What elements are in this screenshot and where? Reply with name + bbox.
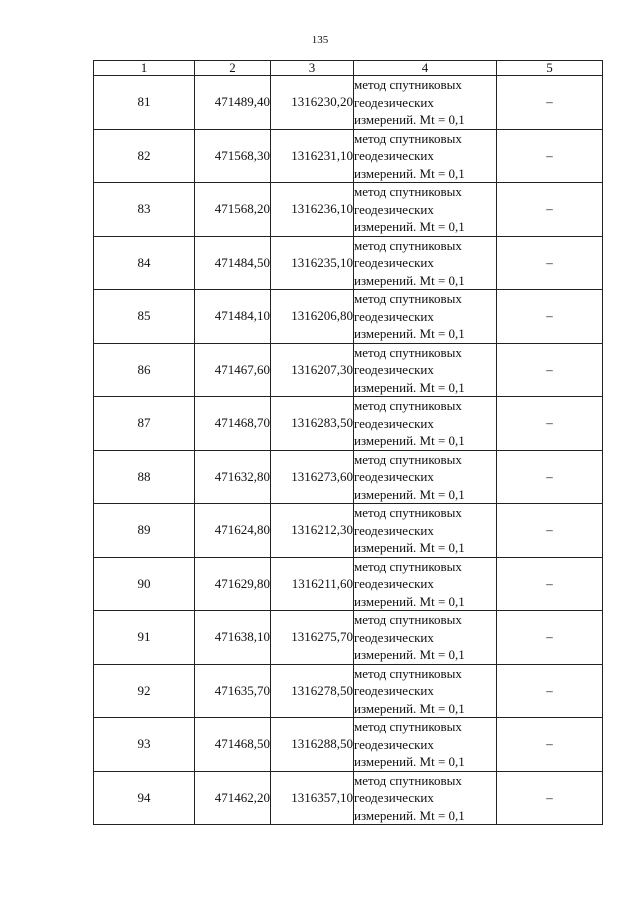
y-coordinate-cell: 1316235,10 bbox=[271, 236, 354, 290]
method-line: измерений. Mt = 0,1 bbox=[354, 112, 465, 127]
x-coordinate-cell: 471638,10 bbox=[195, 611, 271, 665]
note-cell: – bbox=[497, 343, 603, 397]
x-coordinate-cell: 471468,70 bbox=[195, 397, 271, 451]
page-number: 135 bbox=[311, 34, 329, 46]
method-line: измерений. Mt = 0,1 bbox=[354, 807, 465, 823]
method-cell bbox=[354, 129, 497, 183]
x-coordinate-cell: 471484,50 bbox=[195, 236, 271, 290]
y-coordinate-cell: 1316206,80 bbox=[271, 290, 354, 344]
table-row bbox=[94, 76, 603, 130]
method-cell bbox=[354, 664, 497, 718]
point-number-cell: 86 bbox=[94, 343, 195, 397]
method-line: метод спутниковых bbox=[354, 772, 462, 788]
method-line: метод спутниковых bbox=[354, 130, 462, 146]
method-line: геодезических bbox=[354, 576, 434, 591]
note-cell: – bbox=[497, 129, 603, 183]
point-number-cell: 94 bbox=[94, 771, 195, 825]
method-line: метод спутниковых bbox=[354, 719, 462, 734]
method-line: измерений. Mt = 0,1 bbox=[354, 272, 465, 288]
method-cell bbox=[354, 290, 497, 344]
coordinates-table bbox=[93, 60, 603, 825]
point-number-cell: 87 bbox=[94, 397, 195, 451]
table-row bbox=[94, 397, 603, 451]
method-line: измерений. Mt = 0,1 bbox=[354, 540, 465, 555]
method-cell bbox=[354, 504, 497, 558]
y-coordinate-cell: 1316212,30 bbox=[271, 504, 354, 558]
note-cell: – bbox=[497, 290, 603, 344]
note-cell: – bbox=[497, 76, 603, 130]
point-number-cell: 82 bbox=[94, 129, 195, 183]
method-line: метод спутниковых bbox=[354, 505, 462, 520]
table-row bbox=[94, 129, 603, 183]
method-line: измерений. Mt = 0,1 bbox=[354, 700, 465, 716]
point-number-cell: 88 bbox=[94, 450, 195, 504]
table-row bbox=[94, 718, 603, 772]
note-cell: – bbox=[497, 397, 603, 451]
method-line: геодезических bbox=[354, 790, 434, 805]
point-number-cell: 85 bbox=[94, 290, 195, 344]
method-line: измерений. Mt = 0,1 bbox=[354, 486, 465, 502]
point-number-cell: 89 bbox=[94, 504, 195, 558]
method-line: геодезических bbox=[354, 201, 434, 217]
table-row bbox=[94, 236, 603, 290]
table-row bbox=[94, 664, 603, 718]
method-line: измерений. Mt = 0,1 bbox=[354, 593, 465, 609]
table-row bbox=[94, 504, 603, 558]
x-coordinate-cell: 471624,80 bbox=[195, 504, 271, 558]
table-row bbox=[94, 557, 603, 611]
table-row bbox=[94, 183, 603, 237]
method-line: геодезических bbox=[354, 362, 434, 377]
x-coordinate-cell: 471632,80 bbox=[195, 450, 271, 504]
method-cell bbox=[354, 397, 497, 451]
y-coordinate-cell: 1316357,10 bbox=[271, 771, 354, 825]
table-header-row bbox=[94, 61, 603, 76]
column-header-2: 2 bbox=[195, 61, 271, 76]
note-cell: – bbox=[497, 183, 603, 237]
y-coordinate-cell: 1316236,10 bbox=[271, 183, 354, 237]
method-line: метод спутниковых bbox=[354, 665, 462, 681]
x-coordinate-cell: 471484,10 bbox=[195, 290, 271, 344]
y-coordinate-cell: 1316273,60 bbox=[271, 450, 354, 504]
x-coordinate-cell: 471467,60 bbox=[195, 343, 271, 397]
table-row bbox=[94, 343, 603, 397]
point-number-cell: 83 bbox=[94, 183, 195, 237]
method-line: метод спутниковых bbox=[354, 184, 462, 199]
note-cell: – bbox=[497, 718, 603, 772]
method-line: измерений. Mt = 0,1 bbox=[354, 219, 465, 234]
method-line: геодезических bbox=[354, 629, 434, 645]
method-line: геодезических bbox=[354, 308, 434, 324]
note-cell: – bbox=[497, 504, 603, 558]
method-line: измерений. Mt = 0,1 bbox=[354, 433, 465, 448]
table-row bbox=[94, 290, 603, 344]
x-coordinate-cell: 471568,20 bbox=[195, 183, 271, 237]
method-cell bbox=[354, 183, 497, 237]
method-line: геодезических bbox=[354, 94, 434, 110]
x-coordinate-cell: 471568,30 bbox=[195, 129, 271, 183]
method-line: метод спутниковых bbox=[354, 558, 462, 574]
point-number-cell: 91 bbox=[94, 611, 195, 665]
method-line: метод спутниковых bbox=[354, 612, 462, 627]
method-line: метод спутниковых bbox=[354, 237, 462, 253]
method-line: измерений. Mt = 0,1 bbox=[354, 165, 465, 181]
method-line: метод спутниковых bbox=[354, 344, 462, 360]
method-line: геодезических bbox=[354, 255, 434, 270]
point-number-cell: 84 bbox=[94, 236, 195, 290]
method-line: метод спутниковых bbox=[354, 398, 462, 413]
point-number-cell: 93 bbox=[94, 718, 195, 772]
method-cell bbox=[354, 718, 497, 772]
method-line: геодезических bbox=[354, 415, 434, 431]
column-header-4: 4 bbox=[354, 61, 497, 76]
method-cell bbox=[354, 236, 497, 290]
table-row bbox=[94, 611, 603, 665]
y-coordinate-cell: 1316278,50 bbox=[271, 664, 354, 718]
note-cell: – bbox=[497, 771, 603, 825]
method-line: метод спутниковых bbox=[354, 291, 462, 306]
x-coordinate-cell: 471489,40 bbox=[195, 76, 271, 130]
method-line: измерений. Mt = 0,1 bbox=[354, 326, 465, 341]
method-line: геодезических bbox=[354, 522, 434, 538]
x-coordinate-cell: 471629,80 bbox=[195, 557, 271, 611]
y-coordinate-cell: 1316230,20 bbox=[271, 76, 354, 130]
x-coordinate-cell: 471468,50 bbox=[195, 718, 271, 772]
point-number-cell: 81 bbox=[94, 76, 195, 130]
method-cell bbox=[354, 611, 497, 665]
method-cell bbox=[354, 557, 497, 611]
note-cell: – bbox=[497, 611, 603, 665]
method-cell bbox=[354, 450, 497, 504]
y-coordinate-cell: 1316288,50 bbox=[271, 718, 354, 772]
method-cell bbox=[354, 343, 497, 397]
method-cell bbox=[354, 771, 497, 825]
method-cell bbox=[354, 76, 497, 130]
point-number-cell: 92 bbox=[94, 664, 195, 718]
note-cell: – bbox=[497, 557, 603, 611]
y-coordinate-cell: 1316275,70 bbox=[271, 611, 354, 665]
y-coordinate-cell: 1316207,30 bbox=[271, 343, 354, 397]
method-line: геодезических bbox=[354, 469, 434, 484]
method-line: измерений. Mt = 0,1 bbox=[354, 379, 465, 395]
method-line: измерений. Mt = 0,1 bbox=[354, 754, 465, 769]
method-line: метод спутниковых bbox=[354, 77, 462, 92]
method-line: измерений. Mt = 0,1 bbox=[354, 647, 465, 662]
y-coordinate-cell: 1316231,10 bbox=[271, 129, 354, 183]
table-row bbox=[94, 771, 603, 825]
y-coordinate-cell: 1316283,50 bbox=[271, 397, 354, 451]
column-header-1: 1 bbox=[94, 61, 195, 76]
method-line: геодезических bbox=[354, 683, 434, 698]
note-cell: – bbox=[497, 450, 603, 504]
method-line: геодезических bbox=[354, 148, 434, 163]
x-coordinate-cell: 471462,20 bbox=[195, 771, 271, 825]
column-header-5: 5 bbox=[497, 61, 603, 76]
y-coordinate-cell: 1316211,60 bbox=[271, 557, 354, 611]
column-header-3: 3 bbox=[271, 61, 354, 76]
method-line: метод спутниковых bbox=[354, 451, 462, 467]
note-cell: – bbox=[497, 236, 603, 290]
note-cell: – bbox=[497, 664, 603, 718]
point-number-cell: 90 bbox=[94, 557, 195, 611]
table-row bbox=[94, 450, 603, 504]
x-coordinate-cell: 471635,70 bbox=[195, 664, 271, 718]
method-line: геодезических bbox=[354, 736, 434, 752]
